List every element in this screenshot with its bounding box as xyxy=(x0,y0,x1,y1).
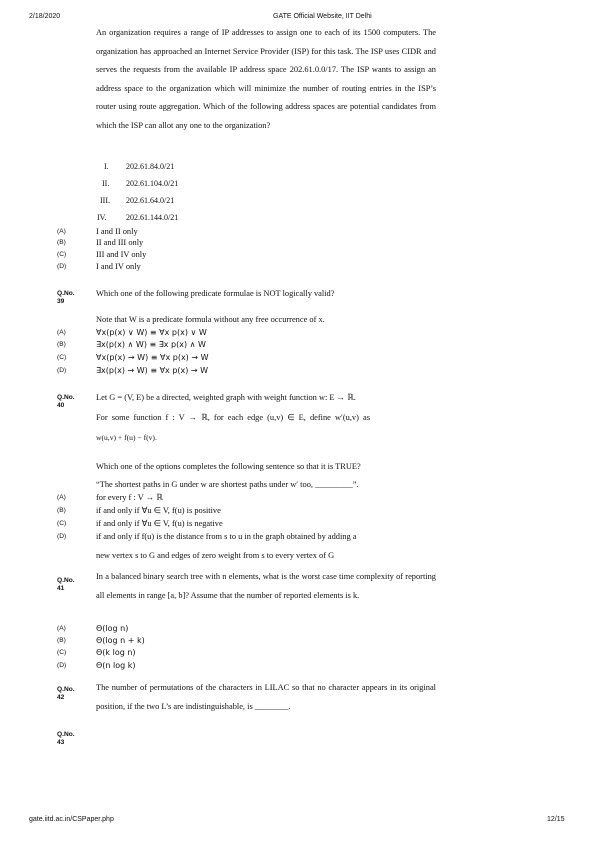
q38-item-val: 202.61.144.0/21 xyxy=(126,213,179,222)
page-header-title: GATE Official Website, IIT Delhi xyxy=(273,13,372,20)
q38-item-num: IV. xyxy=(97,213,107,222)
option-text: ∃x(p(x) → W) ≡ ∀x p(x) → W xyxy=(96,366,209,375)
question-number-label: Q.No. xyxy=(57,394,75,401)
question-number: 43 xyxy=(57,739,65,746)
q38-item-val: 202.61.64.0/21 xyxy=(126,196,175,205)
option-text: for every f : V → ℝ xyxy=(96,493,163,502)
question-number: 41 xyxy=(57,585,65,592)
question-number-label: Q.No. xyxy=(57,731,75,738)
option-label: (C) xyxy=(57,649,67,656)
option-label: (A) xyxy=(57,494,66,501)
option-label: (A) xyxy=(57,329,66,336)
question-number-label: Q.No. xyxy=(57,686,75,693)
option-label: (D) xyxy=(57,367,67,374)
option-label: (B) xyxy=(57,239,66,246)
q40-line: w(u,v) + f(u) − f(v). xyxy=(96,433,157,442)
option-text: ∀x(p(x) → W) ≡ ∀x p(x) → W xyxy=(96,353,209,362)
option-label: (B) xyxy=(57,507,66,514)
option-label: (C) xyxy=(57,354,67,361)
option-label: (B) xyxy=(57,637,66,644)
q38-item-num: I. xyxy=(104,162,109,171)
question-number: 40 xyxy=(57,402,65,409)
page-number: 12/15 xyxy=(547,816,565,823)
q40-sentence: “The shortest paths in G under w are shortest paths under w′ too, _________”. xyxy=(96,480,359,489)
option-text: III and IV only xyxy=(96,250,147,259)
print-date: 2/18/2020 xyxy=(29,13,61,20)
option-label: (A) xyxy=(57,625,66,632)
option-text: I and II only xyxy=(96,227,138,236)
q42-text: The number of permutations of the characters in LILAC so that no character appears in its original position, if the two L’s are indistinguishable, is ________. xyxy=(96,683,436,711)
option-label: (A) xyxy=(57,228,66,235)
option-label: (C) xyxy=(57,251,67,258)
option-label: (D) xyxy=(57,662,67,669)
option-text: Θ(log n) xyxy=(96,624,129,633)
q40-line: For some function f : V → ℝ, for each edge (u,v) ∈ E, define w′(u,v) as xyxy=(96,413,370,422)
q39-note: Note that W is a predicate formula without any free occurrence of x. xyxy=(96,315,325,324)
question-number-label: Q.No. xyxy=(57,577,75,584)
q38-item-num: II. xyxy=(102,179,110,188)
q41-text: In a balanced binary search tree with n elements, what is the worst case time complexity of reporting all elements in range [a, b]? Assume that the number of reported elements is k. xyxy=(96,572,436,600)
option-text-continued: new vertex s to G and edges of zero weight from s to every vertex of G xyxy=(96,551,335,560)
option-label: (B) xyxy=(57,341,66,348)
q38-item-val: 202.61.84.0/21 xyxy=(126,162,175,171)
option-text: if and only if ∀u ∈ V, f(u) is negative xyxy=(96,519,223,528)
question-number-label: Q.No. xyxy=(57,290,75,297)
option-label: (D) xyxy=(57,263,67,270)
option-text: if and only if ∀u ∈ V, f(u) is positive xyxy=(96,506,221,515)
q40-line: Let G = (V, E) be a directed, weighted graph with weight function w: E → ℝ. xyxy=(96,393,356,402)
option-label: (C) xyxy=(57,520,67,527)
option-label: (D) xyxy=(57,533,67,540)
question-number: 39 xyxy=(57,298,65,305)
question-number: 42 xyxy=(57,694,65,701)
option-text: Θ(n log k) xyxy=(96,661,136,670)
option-text: I and IV only xyxy=(96,262,141,271)
q38-item-num: III. xyxy=(100,196,110,205)
option-text: Θ(k log n) xyxy=(96,648,136,657)
option-text: II and III only xyxy=(96,238,144,247)
q40-question: Which one of the options completes the following sentence so that it is TRUE? xyxy=(96,462,361,471)
q39-text: Which one of the following predicate formulae is NOT logically valid? xyxy=(96,289,335,298)
option-text: if and only if f(u) is the distance from s to u in the graph obtained by adding a xyxy=(96,532,357,541)
option-text: Θ(log n + k) xyxy=(96,636,145,645)
q38-text: An organization requires a range of IP addresses to assign one to each of its 1500 computers. The organization has approached an Internet Service Provider (ISP) for this task. The ISP uses CIDR and serves the requests from the available IP address space 202.61.0.0/17. The ISP wants to assign an address space to the organization which will minimize the number of routing entries in the ISP’s router using route aggregation. Which of the following address spaces are potential candidates from which the ISP can allot any one to the organization? xyxy=(96,28,436,130)
option-text: ∀x(p(x) ∨ W) ≡ ∀x p(x) ∨ W xyxy=(96,328,207,337)
q38-item-val: 202.61.104.0/21 xyxy=(126,179,179,188)
footer-url: gate.iitd.ac.in/CSPaper.php xyxy=(29,816,114,823)
option-text: ∃x(p(x) ∧ W) ≡ ∃x p(x) ∧ W xyxy=(96,340,206,349)
